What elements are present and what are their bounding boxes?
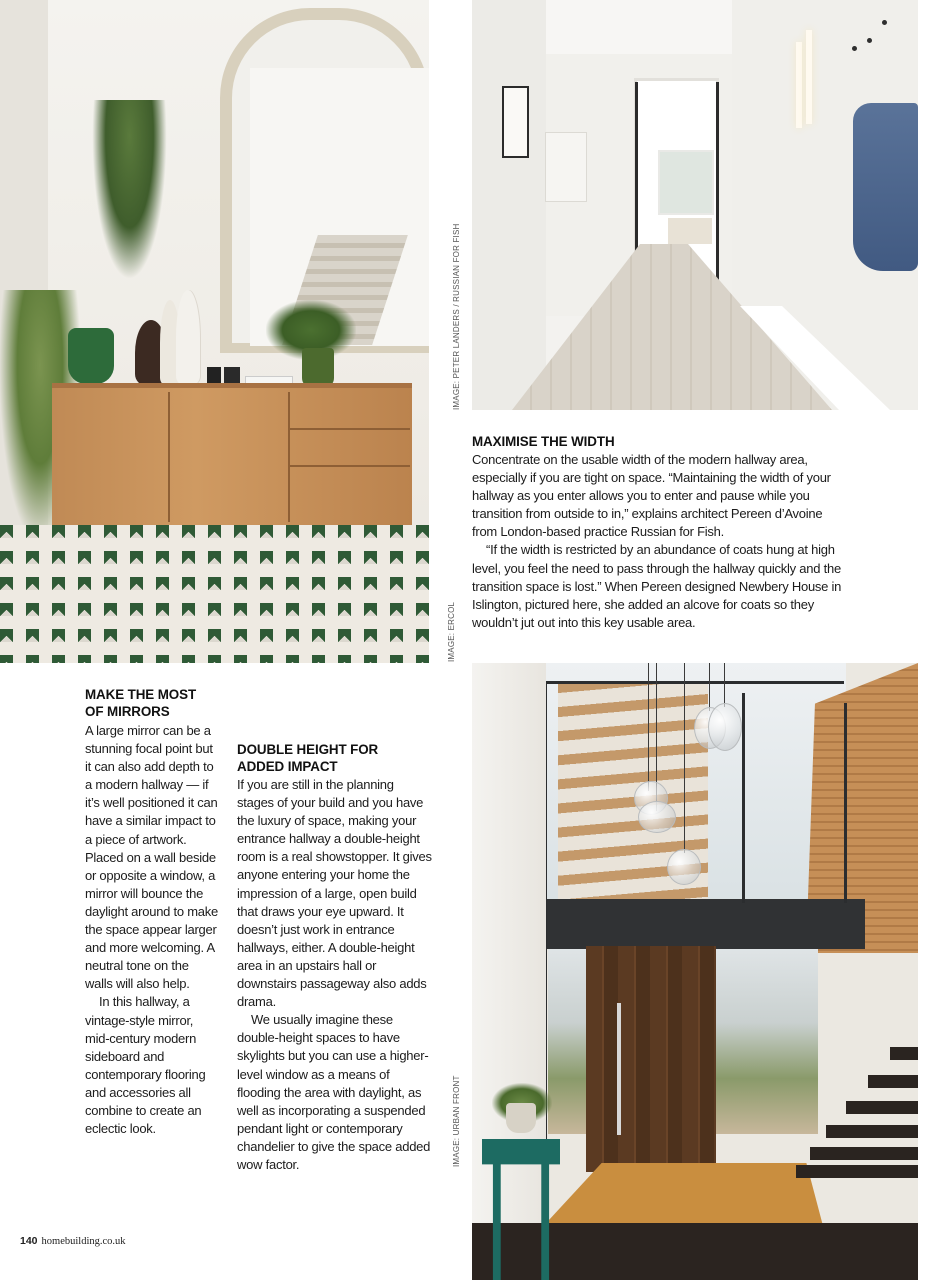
photo-pendant-cord — [724, 663, 725, 707]
page-number: 140 — [20, 1235, 38, 1247]
paragraph: If you are still in the planning stages of your build and you have the luxury of space, making your entrance hallway a double-height room is a real showstopper. It gives anyone entering your home the impression of a large, open build that draws your eye upward. It doesn’t just work in entrance hallways, either. A double-height area in an upstairs hall or downstairs passageway also adds drama. — [237, 777, 432, 1010]
photo-stair-tread — [826, 1125, 918, 1138]
heading-mirrors: MAKE THE MOST OF MIRRORS — [85, 687, 197, 719]
photo-pendant-cord — [648, 663, 649, 791]
footer-site: homebuilding.co.uk — [41, 1236, 126, 1247]
paragraph: We usually imagine these double-height spaces to have skylights but you can use a higher-level window as a means of flooding the area with daylight, as well as incorporating a suspended pendant light or contemporary chandelier to give the space added wow factor. — [237, 1012, 431, 1172]
body-maximise-width — [472, 451, 846, 632]
photo-steel-beam — [540, 899, 865, 949]
photo-double-height-entrance — [472, 663, 918, 1280]
photo-window-frame — [742, 693, 745, 903]
photo-hallway-bench — [472, 0, 918, 410]
photo-pendant-cord — [684, 663, 685, 853]
photo-sideboard-mirror — [0, 0, 429, 663]
paragraph: “If the width is restricted by an abundance of coats hung at high level, you feel the need to pass through the hallway quickly and the transition space is lost.” When Pereen designed Newbery House in Islington, pictured here, she added an alcove for coats so they wouldn’t jut out into this key usable area. — [472, 542, 842, 630]
photo-stair-tread — [846, 1101, 918, 1114]
photo-wall — [472, 0, 546, 410]
credit-double-height-photo: IMAGE: URBAN FRONT — [452, 1075, 461, 1167]
photo-window-frame — [844, 703, 847, 903]
photo-stair-tread — [810, 1147, 918, 1160]
photo-sideboard — [52, 383, 412, 525]
photo-coat-hook — [867, 38, 872, 43]
photo-panel — [545, 132, 587, 202]
photo-stair-tread — [796, 1165, 918, 1178]
credit-hallway-photo: IMAGE: PETER LANDERS / RUSSIAN FOR FISH — [452, 223, 461, 410]
photo-sideboard-drawer-edge — [290, 465, 410, 467]
photo-front-door — [586, 946, 716, 1172]
photo-pendant-light — [667, 849, 701, 885]
page-footer — [20, 1235, 126, 1247]
paragraph: In this hallway, a vintage-style mirror, mid-century modern sideboard and contemporary flooring and accessories all combine to create an eclectic look. — [85, 994, 206, 1137]
photo-fern-pot — [302, 348, 334, 388]
photo-green-pot — [68, 328, 114, 384]
photo-pendant-cord — [709, 663, 710, 711]
photo-stair-tread — [868, 1075, 918, 1088]
body-mirrors — [85, 722, 218, 1138]
photo-plant-pot — [506, 1103, 536, 1133]
photo-pendant-light — [638, 801, 676, 833]
paragraph: Concentrate on the usable width of the modern hallway area, especially if you are tight on space. “Maintaining the width of your hallway as you enter allows you to enter and pause while you transition from outside to in,” explains architect Pereen d’Avoine from London-based practice Russian for Fish. — [472, 452, 831, 540]
photo-sideboard-door-edge — [288, 392, 290, 522]
photo-wall-light — [796, 42, 802, 128]
photo-framed-picture — [502, 86, 529, 158]
photo-sideboard-drawer-edge — [290, 428, 410, 430]
credit-sideboard-photo: IMAGE: ERCOL — [447, 601, 456, 662]
photo-felt-bag — [853, 103, 918, 271]
paragraph: A large mirror can be a stunning focal point but it can also add depth to a modern hallway — if it’s well positioned it can have a similar impact to a piece of artwork. Placed on a wall beside or opposite a window, a mirror will bounce the daylight around to make the space appear larger and more welcoming. A neutral tone on the walls will also help. — [85, 723, 219, 992]
photo-window — [658, 150, 714, 215]
photo-coat-hook — [852, 46, 857, 51]
heading-maximise-width: MAXIMISE THE WIDTH — [472, 434, 615, 449]
photo-door-edge — [716, 82, 719, 306]
heading-double-height: DOUBLE HEIGHT FOR ADDED IMPACT — [237, 742, 379, 774]
photo-ceiling — [546, 0, 732, 54]
photo-white-vase — [176, 290, 200, 386]
photo-window-frame — [544, 681, 844, 684]
photo-coat-hook — [882, 20, 887, 25]
photo-wall — [472, 663, 546, 1280]
photo-hanging-plant — [92, 100, 167, 280]
photo-sideboard-door-edge — [168, 392, 170, 522]
photo-tiled-floor — [0, 525, 429, 663]
body-double-height — [237, 776, 433, 1174]
photo-dark-floor — [472, 1223, 918, 1280]
photo-stair-tread — [890, 1047, 918, 1060]
photo-door-handle — [617, 1003, 621, 1135]
photo-pendant-light — [708, 703, 742, 751]
photo-bed — [668, 218, 712, 244]
photo-wall-light — [806, 30, 812, 124]
